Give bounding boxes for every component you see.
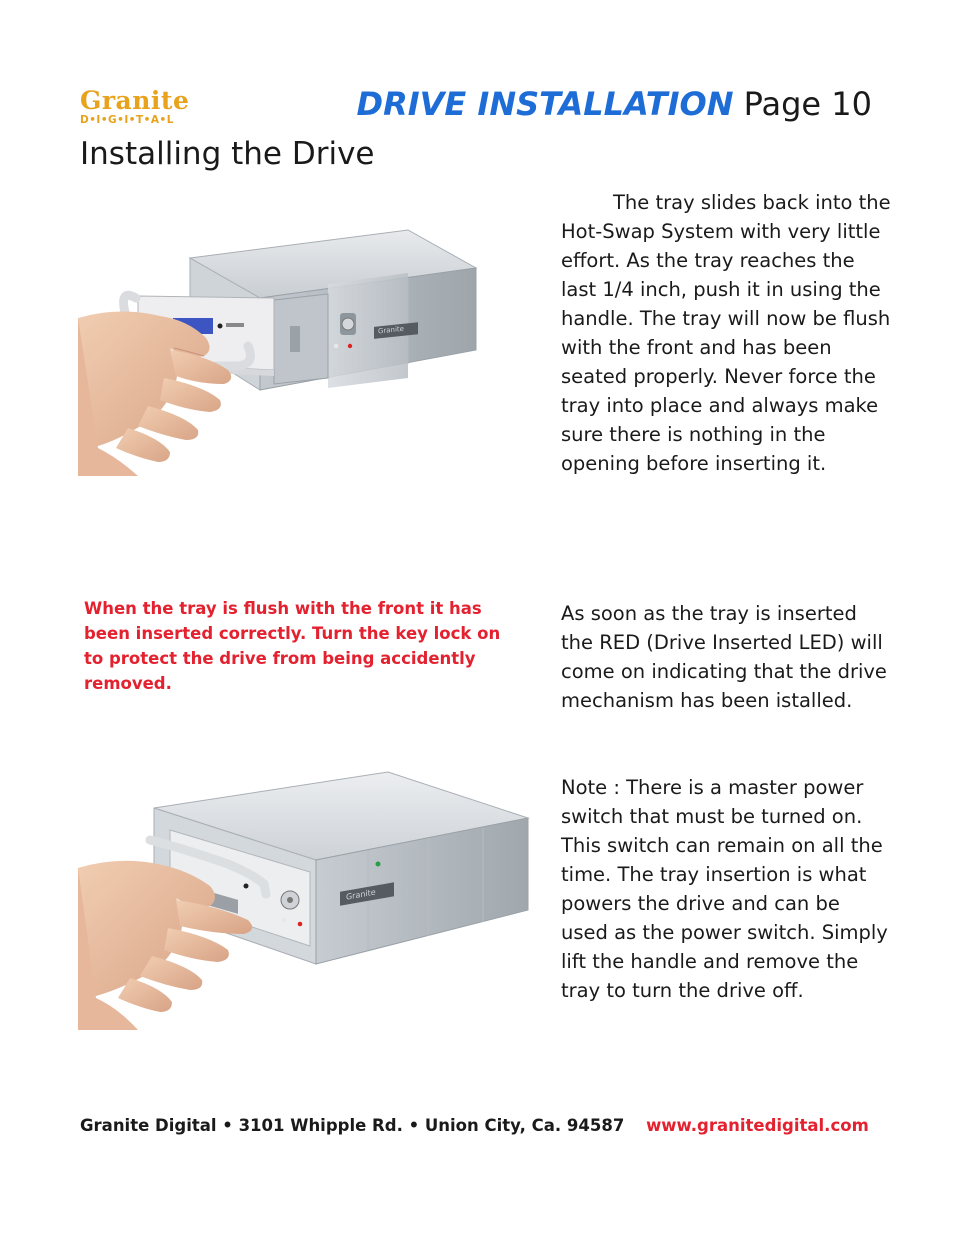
paragraph-3-text: Note : There is a master power switch that must be turned on. This switch can remain on all the time. The tray insertion is what powers the drive and can be used as the power switch. Simply lift the handle and remove the tray to turn the drive off. <box>561 776 888 1002</box>
paragraph-2-text: As soon as the tray is inserted the RED (Drive Inserted LED) will come on indicating that the drive mechanism has been istalled. <box>561 602 887 712</box>
tray-insertion-photo <box>78 228 478 476</box>
tray-flush-photo <box>78 768 530 1030</box>
enclosure-brand-label: Granite <box>378 323 404 336</box>
page-heading <box>357 84 872 124</box>
paragraph-1-text: The tray slides back into the Hot-Swap System with very little effort. As the tray reaches the last 1/4 inch, push it in using the handle. The tray will now be flush with the front and has been seated properly. Never force the tray into place and always make sure there is nothing in the opening before inserting it. <box>561 191 891 475</box>
footer-address: Granite Digital • 3101 Whipple Rd. • Union City, Ca. 94587 <box>80 1116 625 1135</box>
page-footer <box>80 1114 880 1138</box>
instructions-paragraph-1 <box>561 188 891 478</box>
website-link[interactable]: www.granitedigital.com <box>646 1116 869 1135</box>
logo-wordmark: Granite <box>80 86 190 115</box>
page-number: Page 10 <box>743 85 872 123</box>
instructions-paragraph-3 <box>561 773 891 1005</box>
granite-digital-logo <box>80 88 200 126</box>
section-title: DRIVE INSTALLATION <box>356 85 734 123</box>
enclosure-brand-label-2: Granite <box>346 887 376 902</box>
instructions-paragraph-2 <box>561 599 891 715</box>
logo-subtitle: D•I•G•I•T•A•L <box>80 114 174 126</box>
warning-note: When the tray is flush with the front it has been inserted correctly. Turn the key lock on to protect the drive from being accidently removed. <box>84 599 501 693</box>
page-subtitle: Installing the Drive <box>80 136 375 172</box>
